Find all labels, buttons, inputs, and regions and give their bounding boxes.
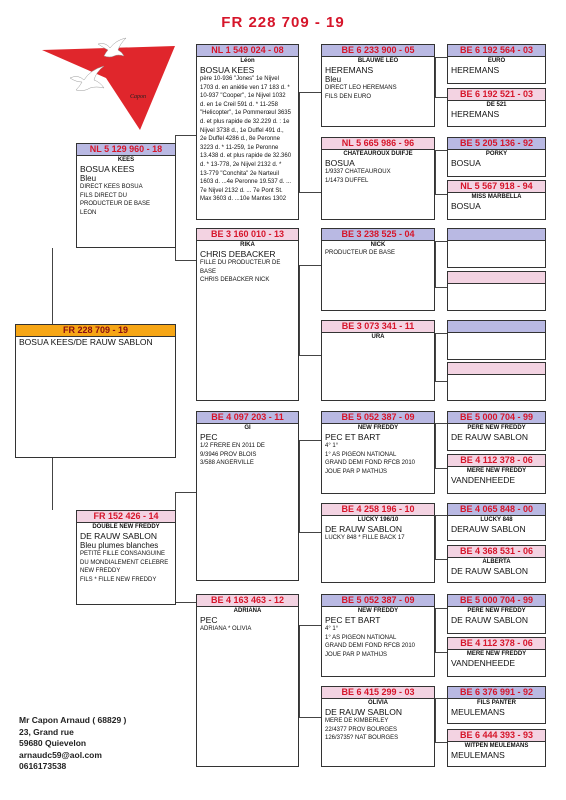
- sire-card: [76, 143, 176, 248]
- gen4-name: ALBERTA: [482, 559, 511, 565]
- dd-ring: BE 4 163 463 - 12: [197, 595, 298, 607]
- sire-name: KEES: [117, 157, 135, 163]
- ds-desc-line: 1/2 FRERE EN 2011 DE: [200, 443, 265, 449]
- dam-card: [76, 510, 176, 605]
- dds-desc-line: JOUE PAR P MATHIJS: [325, 651, 388, 658]
- ssd-ring: NL 5 665 986 - 96: [322, 138, 434, 150]
- gen4-card: [447, 137, 546, 177]
- sds-name: NICK: [370, 242, 386, 248]
- ssd-name: CHATEAUROUX DUIFJE: [343, 151, 413, 157]
- connector: [435, 698, 436, 742]
- connector: [299, 355, 321, 356]
- dss-card: [321, 411, 435, 494]
- gen4-owner: BOSUA: [451, 158, 481, 168]
- connector: [435, 652, 447, 653]
- ddd-desc-line: MERE DE KIMBERLEY: [325, 718, 389, 724]
- sss-desc-line: FILS DEN EURO: [325, 93, 372, 100]
- connector: [435, 150, 447, 151]
- gen4-name: PORKY: [485, 151, 508, 157]
- sds-desc-line: PRODUCTEUR DE BASE: [325, 250, 396, 256]
- gen4-card: [447, 594, 546, 634]
- connector: [299, 92, 300, 192]
- dds-result: 4° 1°: [325, 626, 339, 632]
- subject-ring: FR 228 709 - 19: [16, 325, 175, 337]
- gen4-owner: VANDENHEEDE: [451, 475, 516, 485]
- ddd-card: [321, 686, 435, 767]
- ss-desc-line: d. * 13-778, 2e Nijvel 2132 d. *: [200, 161, 282, 168]
- gen4-ring: BE 6 444 393 - 93: [448, 730, 545, 742]
- dd-name: ADRIANA: [233, 608, 262, 614]
- ss-desc-line: 7e Nijvel 2132 d. ... 7e Pont St.: [200, 187, 283, 194]
- gen4-card: [447, 686, 546, 724]
- connector: [175, 492, 196, 493]
- gen4-owner: MEULEMANS: [451, 707, 505, 717]
- dsd-desc-line: LUCKY 848 * FILLE BACK 17: [325, 535, 405, 541]
- connector: [299, 532, 321, 533]
- dss-owner: PEC ET BART: [325, 432, 381, 442]
- breeder-city: 59680 Quievelon: [19, 738, 87, 748]
- gen4-owner: DERAUW SABLON: [451, 524, 526, 534]
- dam-desc-line: FILS * FILLE NEW FREDDY: [80, 576, 157, 583]
- gen4-card-empty: [447, 271, 546, 311]
- connector: [435, 608, 436, 652]
- gen4-ring: BE 4 112 378 - 06: [448, 455, 545, 467]
- connector: [299, 440, 321, 441]
- dam-ring: FR 152 426 - 14: [77, 511, 175, 523]
- connector: [435, 468, 447, 469]
- dss-ring: BE 5 052 387 - 09: [322, 412, 434, 424]
- sire-sire-card: [196, 44, 299, 220]
- sire-owner: BOSUA KEES: [80, 164, 135, 174]
- dds-name: NEW FREDDY: [357, 608, 399, 614]
- dsd-name: LUCKY 196/10: [357, 517, 399, 523]
- ss-desc-line: 1603 d. ...4e Peronne 19.537 d. ...: [200, 179, 292, 186]
- sd-name: RIKA: [240, 242, 255, 248]
- sdd-card: [321, 320, 435, 401]
- gen4-owner: MEULEMANS: [451, 750, 505, 760]
- ds-ring: BE 4 097 203 - 11: [197, 412, 298, 424]
- gen4-ring-empty: [448, 321, 545, 333]
- sire-desc-line: LEON: [80, 209, 97, 216]
- ssd-owner: BOSUA: [325, 158, 355, 168]
- ddd-desc-line: 22/4377 PROV BOURGES: [325, 726, 398, 733]
- gen4-ring: BE 6 376 991 - 92: [448, 687, 545, 699]
- gen4-ring-empty: [448, 363, 545, 375]
- gen4-name: MISS MARBELLA: [471, 194, 522, 200]
- connector: [435, 241, 447, 242]
- sire-ring: NL 5 129 960 - 18: [77, 144, 175, 156]
- gen4-ring: BE 5 000 704 - 99: [448, 412, 545, 424]
- ddd-desc-line: 126/3735? NAT BOURGES: [325, 735, 399, 742]
- connector: [299, 717, 321, 718]
- ss-desc-line: Nijvel 3738 d., 1e Duffel 491 d.,: [200, 127, 284, 134]
- ssd-card: [321, 137, 435, 220]
- gen4-card-empty: [447, 320, 546, 360]
- connector: [435, 608, 447, 609]
- gen4-name: EURO: [487, 58, 506, 64]
- dam-color: Bleu plumes blanches: [80, 541, 159, 550]
- gen4-name: FILS PANTER: [477, 700, 516, 706]
- sdd-name: URA: [371, 334, 385, 340]
- gen4-card-empty: [447, 362, 546, 401]
- ss-desc-line: 2e Duffel 4286 d., 8e Peronne: [200, 136, 280, 143]
- connector: [435, 57, 447, 58]
- dss-desc-line: JOUE PAR P MATHIJS: [325, 468, 388, 475]
- ss-desc-line: 3223 d. * 11-259, 1e Peronne: [200, 144, 279, 151]
- dss-desc-line: GRAND DEMI FOND RFCB 2010: [325, 460, 416, 467]
- sire-dam-card: [196, 228, 299, 401]
- gen4-card: [447, 411, 546, 451]
- gen4-name: MERE NEW FREDDY: [466, 651, 527, 657]
- gen4-card: [447, 44, 546, 84]
- ss-desc-line: 13.438 d. et plus rapide de 32.360: [200, 153, 292, 160]
- ddd-ring: BE 6 415 299 - 03: [322, 687, 434, 699]
- gen4-card: [447, 180, 546, 220]
- connector: [435, 515, 436, 559]
- sd-desc-line: BASE: [200, 268, 217, 275]
- connector: [435, 194, 447, 195]
- sss-color: Bleu: [325, 75, 342, 84]
- ss-desc-line: d. en 1e Creil 591 d. * 11-258: [200, 101, 278, 108]
- gen4-owner: VANDENHEEDE: [451, 658, 516, 668]
- connector: [435, 381, 447, 382]
- gen4-owner: DE RAUW SABLON: [451, 615, 528, 625]
- ss-name: Léon: [240, 58, 255, 64]
- sd-owner: CHRIS DEBACKER: [200, 249, 276, 259]
- ss-desc-line: 13-779 "Conchita" 2e Narteuil: [200, 170, 279, 177]
- gen4-card: [447, 88, 546, 127]
- ds-desc-line: 9/3946 PROV BLOIS: [200, 451, 257, 458]
- sire-desc-line: FILS DIRECT DU: [80, 192, 127, 199]
- page-title: FR 228 709 - 19: [221, 14, 345, 31]
- gen4-card: [447, 637, 546, 677]
- logo-signature: Capon: [130, 94, 147, 100]
- ss-ring: NL 1 549 024 - 08: [197, 45, 298, 57]
- connector: [435, 97, 447, 98]
- connector: [435, 698, 447, 699]
- gen4-name: MERE NEW FREDDY: [466, 468, 527, 474]
- dsd-card: [321, 503, 435, 583]
- sd-desc-line: FILLE DU PRODUCTEUR DE: [200, 260, 281, 266]
- dds-ring: BE 5 052 387 - 09: [322, 595, 434, 607]
- gen4-name: DE 521: [486, 102, 507, 108]
- sire-desc-line: PRODUCTEUR DE BASE: [80, 201, 151, 208]
- ss-desc-line: "Helicopter", 1e Pommerœul 3635: [200, 110, 291, 117]
- sire-color: Bleu: [80, 174, 97, 183]
- dam-dam-card: [196, 594, 299, 767]
- sss-owner: HEREMANS: [325, 65, 374, 75]
- gen4-name: PERE NEW FREDDY: [467, 425, 526, 431]
- gen4-card: [447, 545, 546, 583]
- gen4-card-empty: [447, 228, 546, 268]
- gen4-ring: BE 4 368 531 - 06: [448, 546, 545, 558]
- sss-desc-line: DIRECT LEO HEREMANS: [325, 85, 397, 91]
- sss-name: BLAUWE LEO: [357, 58, 399, 64]
- breeder-email[interactable]: arnaudc59@aol.com: [19, 749, 102, 760]
- gen4-owner: HEREMANS: [451, 65, 500, 75]
- sdd-ring: BE 3 073 341 - 11: [322, 321, 434, 333]
- dam-desc-line: DU MONDIALEMENT CELEBRE: [80, 559, 169, 566]
- connector: [299, 192, 321, 193]
- sd-desc-line: CHRIS DEBACKER NICK: [200, 277, 270, 284]
- ss-desc-line: père 10-936 "Jones" 1e Nijvel: [200, 76, 279, 82]
- connector: [299, 265, 300, 355]
- sss-ring: BE 6 233 900 - 05: [322, 45, 434, 57]
- loft-logo: [40, 26, 178, 132]
- gen4-card: [447, 503, 546, 541]
- dss-name: NEW FREDDY: [357, 425, 399, 431]
- connector: [299, 625, 321, 626]
- sss-card: [321, 44, 435, 127]
- sd-ring: BE 3 160 010 - 13: [197, 229, 298, 241]
- dd-owner: PEC: [200, 615, 218, 625]
- dam-owner: DE RAUW SABLON: [80, 531, 157, 541]
- connector: [299, 440, 300, 532]
- ss-desc-line: d. et plus rapide de 32.229 d. : 1e: [200, 118, 290, 125]
- connector: [435, 423, 436, 468]
- connector: [435, 742, 447, 743]
- gen4-ring: BE 5 000 704 - 99: [448, 595, 545, 607]
- ddd-owner: DE RAUW SABLON: [325, 707, 402, 717]
- connector: [175, 135, 196, 136]
- breeder-contact: [19, 715, 126, 773]
- breeder-street: 23, Grand rue: [19, 726, 74, 737]
- sds-card: [321, 228, 435, 311]
- ds-desc-line: 3/588 ANGERVILLE: [200, 460, 254, 467]
- connector: [175, 602, 196, 603]
- gen4-ring: BE 6 192 521 - 03: [448, 89, 545, 101]
- breeder-phone: 0616173538: [19, 761, 67, 771]
- connector: [435, 515, 447, 516]
- gen4-ring: NL 5 567 918 - 94: [448, 181, 545, 193]
- gen4-name: LUCKY 848: [480, 517, 513, 523]
- dd-desc-line: ADRIANA * OLIVIA: [200, 626, 252, 632]
- connector: [299, 265, 321, 266]
- gen4-owner: DE RAUW SABLON: [451, 432, 528, 442]
- sds-ring: BE 3 238 525 - 04: [322, 229, 434, 241]
- ssd-desc-line: 1/9337 CHATEAUROUX: [325, 169, 391, 175]
- gen4-owner: DE RAUW SABLON: [451, 566, 528, 576]
- ssd-desc-line: 1/1473 DUFFEL: [325, 177, 369, 184]
- dss-desc-line: 1° AS PIGEON NATIONAL: [325, 451, 397, 458]
- dam-desc-line: PETITE FILLE CONSANGUINE: [80, 551, 166, 557]
- connector: [175, 260, 196, 261]
- gen4-name: PERE NEW FREDDY: [467, 608, 526, 614]
- connector: [435, 333, 447, 334]
- gen4-card: [447, 729, 546, 767]
- gen4-ring: BE 4 065 848 - 00: [448, 504, 545, 516]
- ds-name: GI: [244, 425, 251, 431]
- dsd-owner: DE RAUW SABLON: [325, 524, 402, 534]
- dds-desc-line: GRAND DEMI FOND RFCB 2010: [325, 643, 416, 650]
- subject-card: [15, 324, 176, 458]
- ss-desc-line: 10-937 "Cooper", 1e Nijvel 1032: [200, 93, 286, 100]
- dam-desc-line: NEW FREDDY: [80, 568, 121, 575]
- connector: [299, 92, 321, 93]
- sire-desc-line: DIRECT KEES BOSUA: [80, 184, 143, 190]
- dds-card: [321, 594, 435, 677]
- dam-name: DOUBLE NEW FREDDY: [92, 524, 160, 530]
- connector: [435, 57, 436, 97]
- gen4-card: [447, 454, 546, 494]
- connector: [299, 625, 300, 717]
- ss-desc-line: Max 3603 d. ...10e Mantes 1302: [200, 196, 287, 203]
- connector: [435, 241, 436, 287]
- connector: [435, 423, 447, 424]
- dds-owner: PEC ET BART: [325, 615, 381, 625]
- breeder-name: Mr Capon Arnaud ( 68829 ): [19, 715, 127, 725]
- connector: [52, 458, 53, 510]
- dam-sire-card: [196, 411, 299, 581]
- subject-owner: BOSUA KEES/DE RAUW SABLON: [19, 337, 153, 347]
- gen4-owner: HEREMANS: [451, 109, 500, 119]
- connector: [52, 248, 53, 324]
- ddd-name: OLIVIA: [367, 700, 388, 706]
- ds-owner: PEC: [200, 432, 218, 442]
- dds-desc-line: 1° AS PIGEON NATIONAL: [325, 634, 397, 641]
- connector: [435, 287, 447, 288]
- gen4-ring: BE 6 192 564 - 03: [448, 45, 545, 57]
- connector: [435, 150, 436, 194]
- gen4-ring: BE 4 112 378 - 06: [448, 638, 545, 650]
- gen4-ring: BE 5 205 136 - 92: [448, 138, 545, 150]
- ss-desc-line: 1703 d. en aniétie ven 17 183 d. *: [200, 84, 290, 91]
- gen4-name: WITPEN MEULEMANS: [464, 743, 529, 749]
- gen4-ring-empty: [448, 272, 545, 284]
- connector: [435, 559, 447, 560]
- dsd-ring: BE 4 258 196 - 10: [322, 504, 434, 516]
- gen4-ring-empty: [448, 229, 545, 241]
- connector: [435, 333, 436, 381]
- ss-owner: BOSUA KEES: [200, 65, 255, 75]
- gen4-owner: BOSUA: [451, 201, 481, 211]
- dss-result: 4° 1°: [325, 443, 339, 449]
